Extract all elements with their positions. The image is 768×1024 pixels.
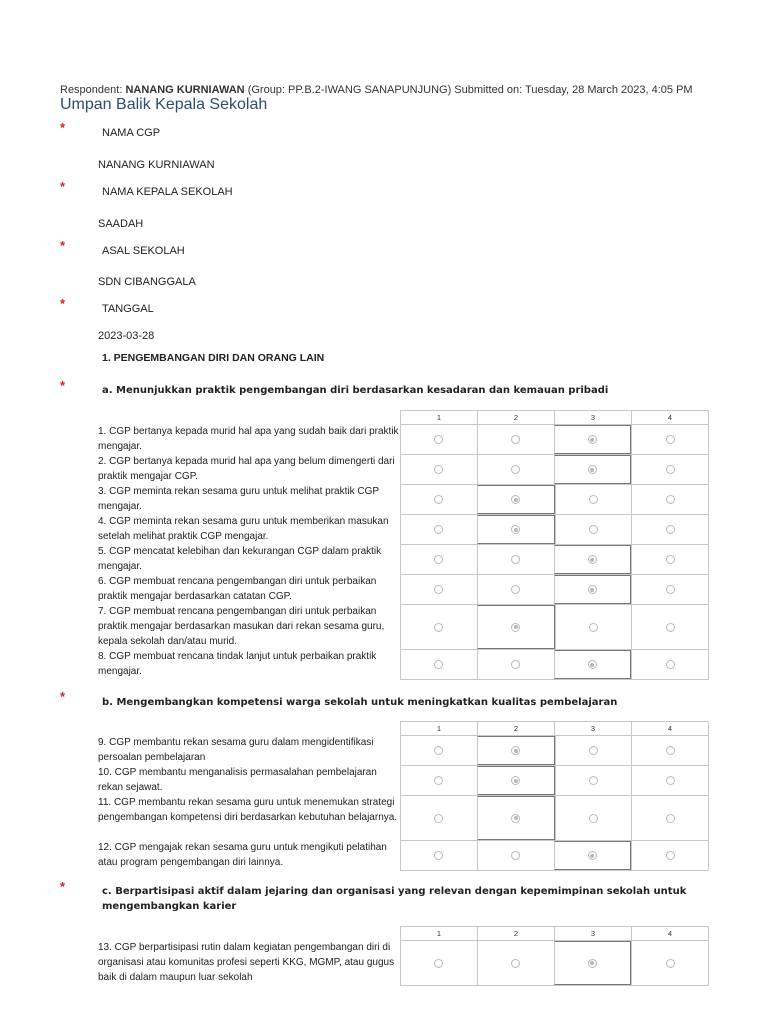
rating-cell xyxy=(400,425,477,454)
required-mark: * xyxy=(60,689,66,704)
radio-option[interactable] xyxy=(666,851,675,860)
group-title-b: b. Mengembangkan kompetensi warga sekolah untuk meningkatkan kualitas pembelajaran xyxy=(102,697,618,708)
rating-grid-c xyxy=(400,926,709,986)
radio-option[interactable] xyxy=(589,623,598,632)
required-mark: * xyxy=(60,296,66,311)
radio-option[interactable] xyxy=(589,776,598,785)
radio-option[interactable] xyxy=(666,814,675,823)
rating-row xyxy=(400,455,709,485)
radio-selected[interactable] xyxy=(588,851,597,860)
rating-row xyxy=(400,766,709,796)
radio-option[interactable] xyxy=(434,495,443,504)
rating-cell xyxy=(477,605,555,649)
rating-cell xyxy=(400,841,477,870)
respondent-label: Respondent: xyxy=(60,84,123,96)
radio-option[interactable] xyxy=(666,660,675,669)
rating-cell xyxy=(631,515,709,544)
rating-cell xyxy=(400,545,477,574)
rating-row xyxy=(400,515,709,545)
rating-cell xyxy=(555,736,632,765)
radio-option[interactable] xyxy=(511,435,520,444)
radio-option[interactable] xyxy=(511,555,520,564)
rating-cell xyxy=(477,841,554,870)
rating-cell xyxy=(631,545,709,574)
radio-option[interactable] xyxy=(589,525,598,534)
rating-row xyxy=(400,425,709,455)
rating-cell xyxy=(554,650,632,679)
radio-option[interactable] xyxy=(511,465,520,474)
scale-header-cell: 2 xyxy=(477,927,554,940)
radio-option[interactable] xyxy=(511,851,520,860)
radio-option[interactable] xyxy=(666,465,675,474)
question-text: 10. CGP membantu menganalisis permasalahan pembelajaran rekan sejawat. xyxy=(98,767,377,793)
radio-option[interactable] xyxy=(434,525,443,534)
question-text: 1. CGP bertanya kepada murid hal apa yang sudah baik dari praktik mengajar. xyxy=(98,426,399,452)
rating-row xyxy=(400,796,709,841)
required-mark: * xyxy=(60,238,66,253)
radio-option[interactable] xyxy=(434,851,443,860)
question-text: 6. CGP membuat rencana pengembangan diri untuk perbaikan praktik mengajar berdasarkan catatan CGP. xyxy=(98,576,377,602)
rating-cell xyxy=(477,515,555,544)
rating-row xyxy=(400,545,709,575)
rating-cell xyxy=(400,575,477,604)
rating-cell xyxy=(477,545,554,574)
rating-cell xyxy=(400,515,477,544)
rating-cell xyxy=(555,605,632,649)
question-text: 2. CGP bertanya kepada murid hal apa yang belum dimengerti dari praktik mengajar CGP. xyxy=(98,456,395,482)
rating-row xyxy=(400,736,709,766)
question-text: 8. CGP membuat rencana tindak lanjut untuk perbaikan praktik mengajar. xyxy=(98,651,377,677)
radio-selected[interactable] xyxy=(511,495,520,504)
radio-option[interactable] xyxy=(434,435,443,444)
scale-header-cell: 3 xyxy=(554,927,631,940)
rating-cell xyxy=(554,841,632,870)
radio-option[interactable] xyxy=(434,465,443,474)
field-value-tanggal: 2023-03-28 xyxy=(98,330,155,342)
scale-header-cell: 2 xyxy=(477,722,554,735)
rating-cell xyxy=(631,650,709,679)
required-mark: * xyxy=(60,179,66,194)
radio-option[interactable] xyxy=(666,525,675,534)
radio-option[interactable] xyxy=(434,623,443,632)
radio-option[interactable] xyxy=(666,959,675,968)
radio-option[interactable] xyxy=(666,776,675,785)
rating-cell xyxy=(400,650,477,679)
scale-header-cell: 4 xyxy=(631,722,709,735)
rating-cell xyxy=(631,575,709,604)
scale-header-row xyxy=(400,927,709,941)
rating-cell xyxy=(554,425,632,454)
respondent-group: (Group: PP.B.2-IWANG SANAPUNJUNG) xyxy=(247,84,452,96)
radio-option[interactable] xyxy=(511,959,520,968)
scale-header-cell: 3 xyxy=(554,722,631,735)
radio-selected[interactable] xyxy=(588,585,597,594)
rating-cell xyxy=(554,575,632,604)
rating-cell xyxy=(631,455,709,484)
respondent-name: NANANG KURNIAWAN xyxy=(125,84,245,96)
respondent-line xyxy=(60,84,693,96)
scale-header-row xyxy=(400,722,709,736)
question-text: 11. CGP membantu rekan sesama guru untuk menemukan strategi pengembangan kompetensi diri berdasarkan kebutuhan belajarnya. xyxy=(98,797,398,823)
rating-cell xyxy=(400,736,477,765)
scale-header-cell: 1 xyxy=(400,411,477,424)
field-value-asal-sekolah: SDN CIBANGGALA xyxy=(98,276,196,288)
required-mark: * xyxy=(60,120,66,135)
rating-row xyxy=(400,485,709,515)
rating-cell xyxy=(477,766,555,795)
rating-cell xyxy=(631,485,709,514)
rating-cell xyxy=(555,515,632,544)
radio-option[interactable] xyxy=(666,495,675,504)
radio-option[interactable] xyxy=(666,435,675,444)
radio-option[interactable] xyxy=(434,660,443,669)
question-text: 3. CGP meminta rekan sesama guru untuk melihat praktik CGP mengajar. xyxy=(98,486,379,512)
section-title: 1. PENGEMBANGAN DIRI DAN ORANG LAIN xyxy=(102,352,325,364)
radio-option[interactable] xyxy=(434,746,443,755)
radio-option[interactable] xyxy=(589,814,598,823)
radio-selected[interactable] xyxy=(511,746,520,755)
radio-option[interactable] xyxy=(434,585,443,594)
rating-cell xyxy=(555,766,632,795)
radio-selected[interactable] xyxy=(588,555,597,564)
rating-cell xyxy=(631,796,709,840)
radio-option[interactable] xyxy=(589,495,598,504)
scale-header-cell: 1 xyxy=(400,722,477,735)
scale-header-cell: 4 xyxy=(631,411,709,424)
radio-selected[interactable] xyxy=(511,814,520,823)
rating-cell xyxy=(477,941,554,985)
radio-option[interactable] xyxy=(666,746,675,755)
required-mark: * xyxy=(60,879,66,894)
rating-cell xyxy=(477,425,554,454)
rating-cell xyxy=(400,796,477,840)
radio-option[interactable] xyxy=(666,623,675,632)
radio-option[interactable] xyxy=(434,555,443,564)
group-title-a: a. Menunjukkan praktik pengembangan diri berdasarkan kesadaran dan kemauan pribadi xyxy=(102,385,609,396)
rating-grid-b xyxy=(400,721,709,871)
rating-cell xyxy=(400,485,477,514)
rating-cell xyxy=(631,941,709,985)
radio-option[interactable] xyxy=(434,814,443,823)
group-title-c: c. Berpartisipasi aktif dalam jejaring dan organisasi yang relevan dengan kepemimpinan sekolah untuk mengembangkan karier xyxy=(102,886,687,912)
radio-selected[interactable] xyxy=(588,435,597,444)
scale-header-cell: 2 xyxy=(477,411,554,424)
radio-selected[interactable] xyxy=(511,525,520,534)
rating-row xyxy=(400,605,709,650)
rating-row xyxy=(400,575,709,605)
rating-cell xyxy=(554,455,632,484)
rating-cell xyxy=(555,796,632,840)
question-text: 13. CGP berpartisipasi rutin dalam kegiatan pengembangan diri di organisasi atau komunitas profesi seperti KKG, MGMP, atau gugus baik di dalam maupun luar sekolah xyxy=(98,942,395,983)
field-label-tanggal: TANGGAL xyxy=(102,303,154,315)
rating-row xyxy=(400,841,709,871)
rating-cell xyxy=(631,766,709,795)
submitted-date: Submitted on: Tuesday, 28 March 2023, 4:05 PM xyxy=(454,84,693,96)
rating-cell xyxy=(554,545,632,574)
rating-cell xyxy=(477,485,555,514)
required-mark: * xyxy=(60,378,66,393)
rating-cell xyxy=(554,941,632,985)
radio-option[interactable] xyxy=(666,585,675,594)
radio-option[interactable] xyxy=(666,555,675,564)
field-label-nama-kepala-sekolah: NAMA KEPALA SEKOLAH xyxy=(102,186,233,198)
rating-cell xyxy=(555,485,632,514)
rating-cell xyxy=(400,605,477,649)
field-value-nama-cgp: NANANG KURNIAWAN xyxy=(98,159,215,171)
scale-header-cell: 4 xyxy=(631,927,709,940)
radio-selected[interactable] xyxy=(511,776,520,785)
radio-option[interactable] xyxy=(434,959,443,968)
question-text: 5. CGP mencatat kelebihan dan kekurangan CGP dalam praktik mengajar. xyxy=(98,546,382,572)
rating-grid-a xyxy=(400,410,709,680)
rating-row xyxy=(400,941,709,986)
page-title: Umpan Balik Kepala Sekolah xyxy=(60,96,268,113)
question-text: 4. CGP meminta rekan sesama guru untuk memberikan masukan setelah melihat praktik CGP mengajar. xyxy=(98,516,389,542)
field-value-nama-kepala-sekolah: SAADAH xyxy=(98,218,144,230)
question-text: 12. CGP mengajak rekan sesama guru untuk mengikuti pelatihan atau program pengembangan diri lainnya. xyxy=(98,842,387,868)
radio-option[interactable] xyxy=(511,660,520,669)
question-text: 9. CGP membantu rekan sesama guru dalam mengidentifikasi persoalan pembelajaran xyxy=(98,737,374,763)
radio-selected[interactable] xyxy=(511,623,520,632)
rating-cell xyxy=(400,766,477,795)
field-label-nama-cgp: NAMA CGP xyxy=(102,127,161,139)
rating-cell xyxy=(400,455,477,484)
radio-selected[interactable] xyxy=(588,959,597,968)
rating-cell xyxy=(631,605,709,649)
scale-header-row xyxy=(400,411,709,425)
rating-cell xyxy=(477,736,555,765)
radio-selected[interactable] xyxy=(588,660,597,669)
rating-row xyxy=(400,650,709,680)
rating-cell xyxy=(631,425,709,454)
field-label-asal-sekolah: ASAL SEKOLAH xyxy=(102,245,185,257)
radio-option[interactable] xyxy=(434,776,443,785)
rating-cell xyxy=(400,941,477,985)
rating-cell xyxy=(477,575,554,604)
question-text: 7. CGP membuat rencana pengembangan diri untuk perbaikan praktik mengajar berdasarkan masukan dari rekan sesama guru, kepala sekolah dan/atau murid. xyxy=(98,606,385,647)
rating-cell xyxy=(477,455,554,484)
rating-cell xyxy=(631,736,709,765)
scale-header-cell: 3 xyxy=(554,411,631,424)
radio-option[interactable] xyxy=(511,585,520,594)
rating-cell xyxy=(631,841,709,870)
rating-cell xyxy=(477,650,554,679)
rating-cell xyxy=(477,796,555,840)
radio-option[interactable] xyxy=(589,746,598,755)
radio-selected[interactable] xyxy=(588,465,597,474)
scale-header-cell: 1 xyxy=(400,927,477,940)
